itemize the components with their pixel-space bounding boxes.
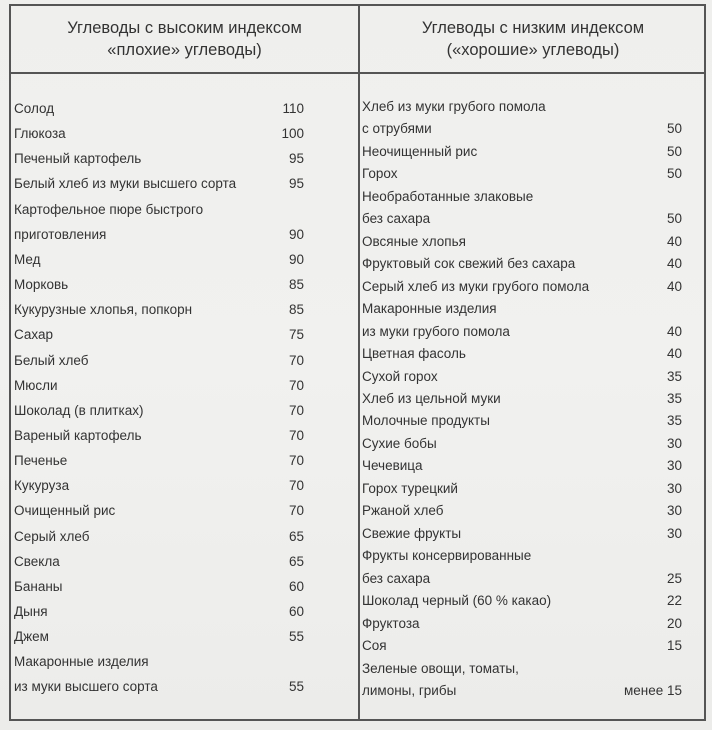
glycemic-index-value: 30 <box>666 458 682 474</box>
glycemic-index-value: 70 <box>288 352 304 368</box>
table-row <box>362 321 682 343</box>
food-name: Хлеб из муки грубого помола <box>362 99 546 114</box>
glycemic-index-value: 30 <box>666 503 682 519</box>
table-row <box>362 635 682 657</box>
food-name: без сахара <box>362 570 431 586</box>
food-name: Макаронные изделия <box>362 301 497 317</box>
glycemic-index-value: 30 <box>666 435 682 451</box>
table-row <box>362 208 682 230</box>
table-row <box>14 676 304 698</box>
glycemic-index-value: 85 <box>288 277 304 293</box>
food-name: Неочищенный рис <box>362 143 478 159</box>
right-header-line1: Углеводы с низким индексом <box>421 19 645 37</box>
table-row <box>362 500 682 522</box>
glycemic-index-value: 100 <box>281 126 304 142</box>
table-row <box>14 375 304 397</box>
glycemic-index-value: 90 <box>288 251 304 267</box>
food-name: Соя <box>362 638 387 654</box>
glycemic-index-value: 50 <box>666 211 682 227</box>
food-name: Свекла <box>14 553 60 569</box>
table-row <box>362 478 682 500</box>
food-name: Солод <box>14 101 55 116</box>
table-row <box>14 551 304 573</box>
table-row <box>14 324 304 346</box>
food-name: из муки высшего сорта <box>14 679 158 695</box>
food-name: из муки грубого помола <box>362 323 510 339</box>
food-name: Зеленые овощи, томаты, <box>362 660 519 676</box>
table-row <box>362 118 682 140</box>
glycemic-index-value: 70 <box>288 478 304 494</box>
glycemic-index-value: 40 <box>666 346 682 362</box>
food-name: Чечевица <box>362 458 423 474</box>
food-name: без сахара <box>362 211 431 227</box>
table-row <box>14 274 304 296</box>
food-name: Молочные продукты <box>362 413 490 429</box>
glycemic-index-value: 30 <box>666 480 682 496</box>
table-row <box>362 186 682 208</box>
glycemic-index-value: 15 <box>666 638 682 654</box>
food-name: Вареный картофель <box>14 427 142 443</box>
food-name: приготовления <box>14 226 107 242</box>
table-row <box>14 425 304 447</box>
glycemic-index-value: 30 <box>666 525 682 541</box>
table-row <box>362 590 682 612</box>
glycemic-index-value: 25 <box>666 570 682 586</box>
glycemic-index-value: 70 <box>288 427 304 443</box>
table-row <box>362 433 682 455</box>
table-row <box>362 231 682 253</box>
table-row <box>14 173 304 195</box>
glycemic-index-value: 40 <box>666 323 682 339</box>
right-column-header <box>360 6 706 72</box>
food-name: Дыня <box>14 604 48 619</box>
table-row <box>362 658 682 680</box>
table-row <box>362 253 682 275</box>
food-name: Сухие бобы <box>362 435 437 451</box>
glycemic-index-value: 85 <box>288 302 304 318</box>
column-divider <box>358 6 360 719</box>
food-name: лимоны, грибы <box>362 682 457 698</box>
table-row <box>362 523 682 545</box>
table-row <box>14 123 304 145</box>
glycemic-index-value: 95 <box>288 176 304 192</box>
glycemic-index-value: 95 <box>288 151 304 167</box>
food-name: Печенье <box>14 453 68 469</box>
food-name: Бананы <box>14 578 63 594</box>
glycemic-index-value: 50 <box>666 121 682 137</box>
glycemic-index-value: 65 <box>288 528 304 544</box>
food-name: Сухой горох <box>362 368 438 384</box>
table-row <box>362 163 682 185</box>
table-row <box>362 96 682 118</box>
table-row <box>362 545 682 567</box>
table-row <box>14 299 304 321</box>
food-name: Глюкоза <box>14 126 66 142</box>
table-row <box>362 343 682 365</box>
table-row <box>14 651 304 673</box>
glycemic-index-value: 40 <box>666 256 682 272</box>
table-row <box>362 388 682 410</box>
food-name: Горох <box>362 166 398 182</box>
glycemic-index-value: 90 <box>288 226 304 242</box>
table-row <box>362 141 682 163</box>
table-row <box>14 475 304 497</box>
food-name: Белый хлеб из муки высшего сорта <box>14 176 237 192</box>
glycemic-index-value: 60 <box>288 578 304 594</box>
table-row <box>14 601 304 623</box>
food-name: Свежие фрукты <box>362 525 462 541</box>
glycemic-index-value: менее 15 <box>623 682 682 698</box>
table-row <box>14 576 304 598</box>
table-row <box>362 568 682 590</box>
glycemic-index-value: 50 <box>666 143 682 159</box>
table-row <box>14 148 304 170</box>
table-row <box>362 298 682 320</box>
left-header-line1: Углеводы с высоким индексом <box>67 19 302 37</box>
food-name: Необработанные злаковые <box>362 188 534 204</box>
food-name: Печеный картофель <box>14 151 142 167</box>
table-row <box>362 613 682 635</box>
food-name: с отрубями <box>362 121 432 137</box>
table-row <box>14 450 304 472</box>
food-name: Морковь <box>14 277 69 293</box>
food-name: Фруктовый сок свежий без сахара <box>362 256 576 272</box>
food-name: Кукуруза <box>14 478 70 494</box>
glycemic-index-value: 65 <box>288 553 304 569</box>
food-name: Белый хлеб <box>14 352 89 368</box>
glycemic-index-value: 35 <box>666 368 682 384</box>
food-name: Кукурузные хлопья, попкорн <box>14 302 193 318</box>
glycemic-index-value: 70 <box>288 503 304 519</box>
food-name: Серый хлеб из муки грубого помола <box>362 278 590 294</box>
glycemic-index-value: 70 <box>288 453 304 469</box>
food-name: Шоколад черный (60 % какао) <box>362 593 552 609</box>
glycemic-index-value: 70 <box>288 402 304 418</box>
glycemic-index-value: 40 <box>666 233 682 249</box>
food-name: Ржаной хлеб <box>362 503 444 519</box>
glycemic-index-value: 60 <box>288 604 304 619</box>
glycemic-index-value: 35 <box>666 390 682 406</box>
food-name: Фруктоза <box>362 615 420 631</box>
table-row <box>14 350 304 372</box>
glycemic-index-value: 110 <box>282 101 304 116</box>
table-row <box>14 500 304 522</box>
glycemic-index-value: 40 <box>666 278 682 294</box>
table-row <box>362 680 682 702</box>
food-name: Овсяные хлопья <box>362 233 466 249</box>
table-row <box>14 98 304 120</box>
table-row <box>362 276 682 298</box>
food-name: Мюсли <box>14 377 58 393</box>
table-row <box>14 626 304 648</box>
food-name: Картофельное пюре быстрого <box>14 201 204 217</box>
food-name: Мед <box>14 251 41 267</box>
glycemic-index-value: 55 <box>288 629 304 645</box>
food-name: Горох турецкий <box>362 480 458 496</box>
glycemic-index-value: 35 <box>666 413 682 429</box>
table-row <box>362 366 682 388</box>
food-name: Очищенный рис <box>14 503 116 519</box>
table-row <box>14 400 304 422</box>
food-name: Хлеб из цельной муки <box>362 390 501 406</box>
table-row <box>14 199 304 221</box>
header-divider <box>11 72 704 74</box>
food-name: Серый хлеб <box>14 528 90 544</box>
right-header-line2: («хорошие» углеводы) <box>446 41 620 59</box>
table-row <box>14 224 304 246</box>
left-column-header <box>11 6 358 72</box>
food-name: Шоколад (в плитках) <box>14 402 144 418</box>
food-name: Макаронные изделия <box>14 654 149 670</box>
food-name: Цветная фасоль <box>362 346 466 362</box>
glycemic-index-value: 70 <box>288 377 304 393</box>
glycemic-index-value: 55 <box>288 679 304 695</box>
glycemic-index-value: 20 <box>666 615 682 631</box>
left-header-line2: «плохие» углеводы) <box>107 41 262 59</box>
table-row <box>362 410 682 432</box>
glycemic-index-value: 50 <box>666 166 682 182</box>
food-name: Джем <box>14 629 49 645</box>
food-name: Фрукты консервированные <box>362 548 532 564</box>
table-row <box>14 249 304 271</box>
glycemic-index-value: 75 <box>288 327 304 343</box>
food-name: Сахар <box>14 327 54 343</box>
glycemic-index-value: 22 <box>666 593 682 609</box>
table-row <box>14 526 304 548</box>
table-row <box>362 455 682 477</box>
